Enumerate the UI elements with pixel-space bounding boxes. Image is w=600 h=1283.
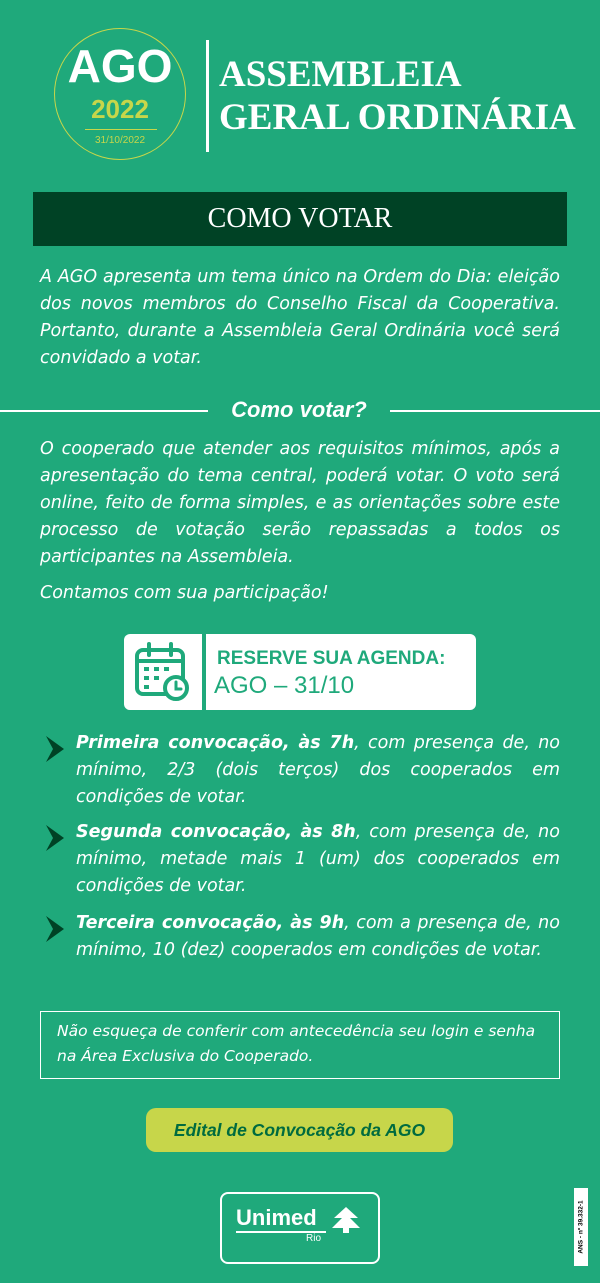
convocation-lead: Segunda convocação, às 8h xyxy=(76,822,356,842)
login-notice-text: Não esqueça de conferir com antecedência seu login e senha na Área Exclusiva do Cooperado. xyxy=(57,1022,536,1065)
agenda-date: AGO – 31/10 xyxy=(214,672,355,699)
intro-paragraph: A AGO apresenta um tema único na Ordem do Dia: eleição dos novos membros do Conselho Fiscal da Cooperativa. Portanto, durante a Assembleia Geral Ordinária você será convidado a votar. xyxy=(40,267,560,368)
login-notice-box xyxy=(40,1011,560,1079)
agenda-separator xyxy=(202,634,206,710)
page-title-line-1: ASSEMBLEIA xyxy=(219,54,462,95)
badge-year: 2022 xyxy=(91,94,149,124)
logo-name: Unimed xyxy=(236,1205,317,1230)
header xyxy=(0,0,600,180)
section-rule-right xyxy=(390,410,600,412)
edital-button[interactable]: Edital de Convocação da AGO xyxy=(146,1108,453,1152)
convocation-text xyxy=(76,819,560,900)
chevron-right-icon xyxy=(44,916,66,942)
page-title-line-2: GERAL ORDINÁRIA xyxy=(219,97,576,138)
calendar-clock-icon xyxy=(134,642,192,702)
convocation-item xyxy=(0,819,600,899)
convocation-item xyxy=(0,910,600,990)
ans-text: ANS - nº 39.332-1 xyxy=(577,1200,585,1254)
logo-sub: Rio xyxy=(306,1233,322,1244)
badge-divider xyxy=(85,129,157,130)
convocation-lead: Primeira convocação, às 7h xyxy=(76,733,355,753)
unimed-logo xyxy=(220,1192,380,1264)
agenda-reminder xyxy=(124,634,476,710)
header-divider xyxy=(206,40,209,152)
closing-paragraph: Contamos com sua participação! xyxy=(40,583,329,603)
chevron-right-icon xyxy=(44,736,66,762)
como-votar-banner: COMO VOTAR xyxy=(33,192,567,246)
section-title: Como votar? xyxy=(231,397,367,422)
convocation-text xyxy=(76,730,560,811)
badge-date: 31/10/2022 xyxy=(94,135,146,146)
convocation-lead: Terceira convocação, às 9h xyxy=(76,913,345,933)
unimed-tree-icon xyxy=(330,1206,362,1234)
chevron-right-icon xyxy=(44,825,66,851)
badge-title: AGO xyxy=(67,40,173,92)
convocation-detail: , com a presença de, no mínimo, 10 (dez) cooperados em condições de votar. xyxy=(76,913,560,960)
convocation-text xyxy=(76,910,560,964)
convocation-detail: , com presença de, no mínimo, 2/3 (dois terços) dos cooperados em condições de votar. xyxy=(76,733,560,807)
agenda-title: RESERVE SUA AGENDA: xyxy=(217,648,446,669)
ans-registration xyxy=(574,1188,588,1266)
ago-badge xyxy=(54,28,186,160)
section-rule-left xyxy=(0,410,208,412)
convocation-item xyxy=(0,730,600,810)
convocation-detail: , com presença de, no mínimo, metade mais 1 (um) dos cooperados em condições de votar. xyxy=(76,822,560,896)
how-to-vote-paragraph: O cooperado que atender aos requisitos mínimos, após a apresentação do tema central, poderá votar. O voto será online, feito de forma simples, e as orientações sobre este processo de votação serão repassadas a todos os participantes na Assembleia. xyxy=(40,439,560,567)
